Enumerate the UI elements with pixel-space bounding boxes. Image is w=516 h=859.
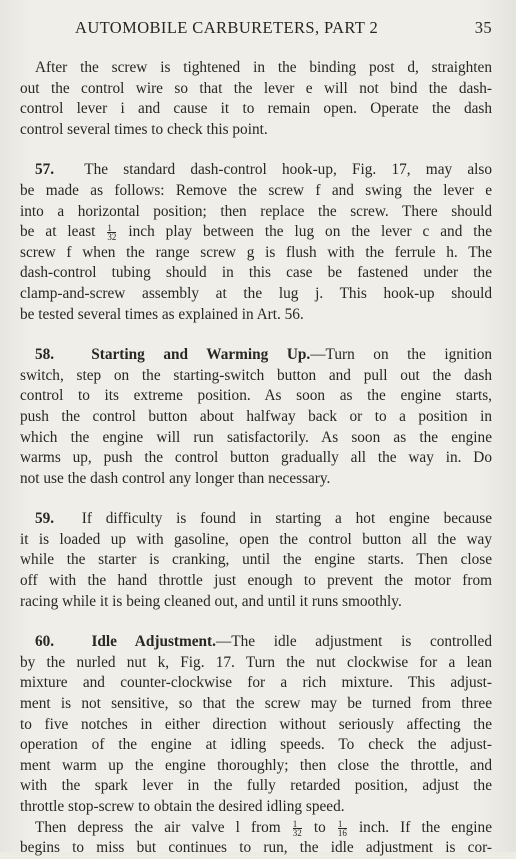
- text-line: switch, step on the starting-switch button and pull out the dash: [20, 366, 492, 384]
- text-line: clamp-and-screw assembly at the lug j. This hook-up should: [20, 284, 492, 302]
- paragraph-heading: Idle Adjustment.: [91, 633, 216, 651]
- text-line: screw f when the range screw g is flush with the ferrule h. The: [20, 243, 492, 261]
- text-line: not use the dash control any longer than necessary.: [20, 469, 331, 487]
- paragraph-58: [20, 345, 492, 489]
- text-line: [20, 632, 492, 653]
- text-line: be tested several times as explained in Art. 56.: [20, 305, 304, 323]
- text-line: begins to miss but continues to run, the idle adjustment is cor-: [20, 839, 492, 857]
- text-line: control several times to check this point.: [20, 120, 268, 138]
- paragraph-61: [20, 818, 492, 859]
- text-line: be made as follows: Remove the screw f and swing the lever e: [20, 181, 492, 199]
- paragraph-number: 57.: [35, 161, 55, 179]
- text-segment: The standard dash-control hook-up, Fig. 17, may also: [84, 161, 492, 179]
- paragraph-number: 58.: [35, 346, 55, 364]
- fraction-numerator: 1: [337, 818, 343, 829]
- running-head-title: AUTOMOBILE CARBURETERS, PART 2: [75, 18, 379, 37]
- paragraph-number: 60.: [35, 633, 55, 651]
- text-line: dash-control tubing should in this case be fastened under the: [20, 264, 492, 282]
- running-head: [20, 18, 492, 42]
- text-segment: to: [313, 818, 326, 836]
- text-segment: be at least: [20, 223, 96, 241]
- fraction: [293, 820, 302, 837]
- fraction-denominator: 16: [337, 827, 347, 838]
- text-line: which the engine will run satisfactorily. As soon as the engine: [20, 428, 492, 446]
- text-line: After the screw is tightened in the binding post d, straighten: [35, 59, 492, 76]
- text-line: ment is not sensitive, so that the screw may be turned from three: [20, 695, 492, 713]
- text-segment: inch play between the lug on the lever c and the: [128, 223, 492, 241]
- fraction-numerator: 1: [292, 818, 298, 829]
- text-line: [20, 160, 492, 181]
- text-line: off with the hand throttle just enough to prevent the motor from: [20, 572, 492, 590]
- text-line: [20, 222, 492, 243]
- text-line: by the nurled nut k, Fig. 17. Turn the nut clockwise for a lean: [20, 653, 492, 671]
- fraction: [107, 224, 116, 241]
- body-text: [20, 58, 492, 859]
- fraction-denominator: 32: [107, 232, 117, 243]
- text-segment: —The idle adjustment is controlled: [215, 633, 492, 651]
- text-line: racing while it is being cleaned out, and until it runs smoothly.: [20, 592, 402, 610]
- paragraph-continuation: [20, 58, 492, 140]
- text-line: throttle stop-screw to obtain the desired idling speed.: [20, 798, 345, 815]
- fraction-denominator: 32: [292, 827, 302, 838]
- text-line: while the starter is cranking, until the engine starts. Then close: [20, 551, 492, 569]
- text-line: [20, 818, 492, 839]
- text-line: ment warm up the engine thoroughly; then close the throttle, and: [20, 756, 492, 774]
- paragraph-59: [20, 509, 492, 612]
- text-line: [20, 345, 492, 366]
- text-line: warms up, push the control button gradually all the way in. Do: [20, 449, 492, 467]
- text-line: control to its extreme position. As soon as the engine starts,: [20, 387, 492, 405]
- text-line: it is loaded up with gasoline, open the control button all the way: [20, 530, 492, 548]
- fraction: [338, 820, 347, 837]
- text-segment: inch. If the engine: [358, 818, 492, 836]
- text-line: [20, 509, 492, 530]
- text-line: mixture and counter-clockwise for a rich mixture. This adjust-: [20, 674, 492, 692]
- text-line: push the control button about halfway back or to a position in: [20, 407, 492, 425]
- text-line: control lever i and cause it to remain open. Operate the dash: [20, 100, 492, 118]
- paragraph-number: 59.: [35, 510, 55, 528]
- text-segment: Then depress the air valve l from: [35, 818, 281, 836]
- text-line: to five notches in either direction without seriously affecting the: [20, 715, 492, 733]
- paragraph-60: [20, 632, 492, 817]
- page-number: 35: [474, 18, 492, 37]
- text-line: out the control wire so that the lever e will not bind the dash-: [20, 79, 492, 97]
- text-segment: —Turn on the ignition: [310, 346, 492, 364]
- text-line: into a horizontal position; then replace the screw. There should: [20, 202, 492, 220]
- text-segment: If difficulty is found in starting a hot engine because: [81, 510, 492, 528]
- fraction-numerator: 1: [107, 223, 112, 234]
- paragraph-57: [20, 160, 492, 325]
- paragraph-heading: Starting and Warming Up.: [91, 346, 311, 364]
- text-line: operation of the engine at idling speeds. To check the adjust-: [20, 736, 492, 754]
- text-line: with the spark lever in the fully retarded position, adjust the: [20, 777, 492, 795]
